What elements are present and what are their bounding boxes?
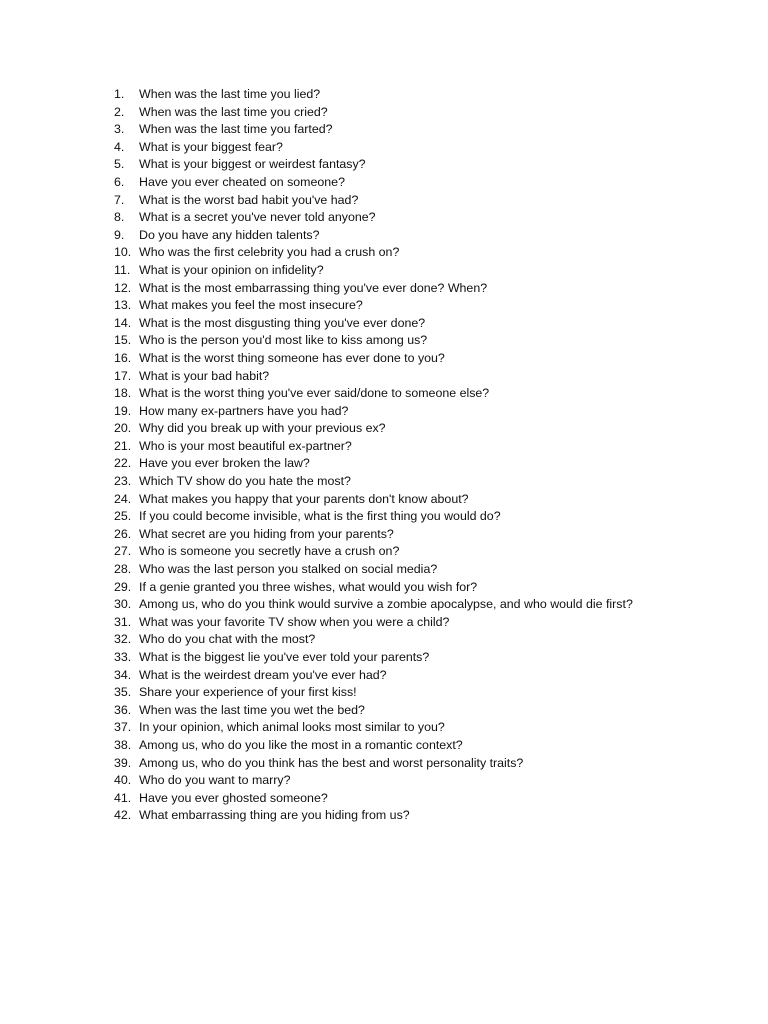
question-number: 39. [114, 755, 132, 770]
question-text: Who was the first celebrity you had a crush on? [139, 245, 400, 260]
question-text: What was your favorite TV show when you were a child? [139, 614, 450, 629]
question-item [114, 315, 754, 333]
question-number: 22. [114, 456, 132, 471]
question-number: 27. [114, 544, 132, 559]
question-text: When was the last time you wet the bed? [139, 702, 365, 717]
question-item [114, 420, 754, 438]
question-number: 32. [114, 632, 132, 647]
question-item [114, 297, 754, 315]
question-number: 42. [114, 808, 132, 823]
question-item [114, 350, 754, 368]
question-text: Who do you chat with the most? [139, 632, 316, 647]
question-item [114, 614, 754, 632]
question-item [114, 631, 754, 649]
question-text: Who do you want to marry? [139, 773, 291, 788]
question-item [114, 280, 754, 298]
question-text: Who is someone you secretly have a crush on? [139, 544, 400, 559]
question-text: Who is the person you'd most like to kiss among us? [139, 333, 428, 348]
question-text: What is the weirdest dream you've ever had? [139, 667, 387, 682]
question-number: 8. [114, 210, 125, 225]
question-text: Who was the last person you stalked on social media? [139, 562, 438, 577]
question-item [114, 244, 754, 262]
question-item [114, 772, 754, 790]
question-text: What makes you happy that your parents don't know about? [139, 491, 469, 506]
question-item [114, 121, 754, 139]
question-item [114, 473, 754, 491]
question-item [114, 455, 754, 473]
question-number: 29. [114, 579, 132, 594]
question-text: What is the worst bad habit you've had? [139, 192, 359, 207]
question-text: What is your biggest or weirdest fantasy? [139, 157, 366, 172]
question-number: 23. [114, 474, 132, 489]
question-text: Among us, who do you think has the best and worst personality traits? [139, 755, 524, 770]
question-text: How many ex-partners have you had? [139, 403, 349, 418]
question-text: What is your opinion on infidelity? [139, 262, 324, 277]
question-text: What secret are you hiding from your parents? [139, 526, 394, 541]
question-number: 18. [114, 386, 132, 401]
question-text: If a genie granted you three wishes, what would you wish for? [139, 579, 478, 594]
question-number: 12. [114, 280, 132, 295]
question-text: When was the last time you cried? [139, 104, 328, 119]
question-number: 1. [114, 87, 125, 101]
question-number: 24. [114, 491, 132, 506]
question-number: 16. [114, 350, 132, 365]
question-number: 17. [114, 368, 132, 383]
question-item [114, 209, 754, 227]
question-item [114, 737, 754, 755]
question-number: 33. [114, 650, 132, 664]
question-item [114, 438, 754, 456]
question-number: 25. [114, 509, 132, 524]
question-number: 11. [114, 262, 131, 277]
question-item [114, 543, 754, 561]
question-number: 7. [114, 192, 125, 207]
question-number: 19. [114, 403, 132, 418]
question-text: What makes you feel the most insecure? [139, 298, 363, 313]
question-number: 31. [114, 614, 132, 629]
question-text: Among us, who do you like the most in a romantic context? [139, 737, 463, 752]
question-number: 5. [114, 157, 125, 172]
question-number: 28. [114, 562, 132, 577]
question-item [114, 579, 754, 597]
question-number: 6. [114, 174, 125, 189]
question-text: What is the most disgusting thing you've ever done? [139, 315, 426, 330]
question-text: Have you ever broken the law? [139, 456, 310, 471]
question-item [114, 719, 754, 737]
question-text: Have you ever cheated on someone? [139, 174, 345, 189]
question-text: What embarrassing thing are you hiding from us? [139, 808, 410, 823]
question-item [114, 596, 754, 614]
question-list [114, 86, 754, 825]
question-item [114, 227, 754, 245]
question-number: 38. [114, 737, 132, 752]
question-text: Have you ever ghosted someone? [139, 790, 328, 805]
question-number: 2. [114, 104, 125, 119]
question-text: If you could become invisible, what is the first thing you would do? [139, 509, 501, 524]
question-item [114, 807, 754, 825]
question-text: Who is your most beautiful ex-partner? [139, 438, 352, 453]
question-item [114, 526, 754, 544]
question-number: 41. [114, 790, 132, 805]
question-number: 4. [114, 139, 125, 154]
question-text: Why did you break up with your previous ex? [139, 421, 386, 436]
question-text: Do you have any hidden talents? [139, 227, 320, 242]
question-number: 37. [114, 720, 132, 735]
question-item [114, 262, 754, 280]
question-item [114, 702, 754, 720]
question-text: Among us, who do you think would survive a zombie apocalypse, and who would die first? [139, 597, 633, 612]
question-text: In your opinion, which animal looks most similar to you? [139, 720, 445, 735]
question-text: When was the last time you farted? [139, 122, 333, 137]
question-text: What is the most embarrassing thing you've ever done? When? [139, 280, 488, 295]
question-item [114, 368, 754, 386]
question-item [114, 790, 754, 808]
question-item [114, 649, 754, 667]
question-item [114, 684, 754, 702]
question-number: 30. [114, 597, 132, 612]
question-number: 35. [114, 685, 132, 700]
question-text: What is the worst thing someone has ever done to you? [139, 350, 445, 365]
question-number: 40. [114, 773, 132, 788]
question-text: Which TV show do you hate the most? [139, 474, 351, 489]
question-number: 14. [114, 315, 132, 330]
question-item [114, 156, 754, 174]
question-text: What is your bad habit? [139, 368, 270, 383]
question-number: 13. [114, 298, 132, 313]
question-text: When was the last time you lied? [139, 87, 321, 101]
question-text: What is the biggest lie you've ever told your parents? [139, 650, 430, 664]
question-item [114, 86, 754, 104]
question-item [114, 139, 754, 157]
question-number: 34. [114, 667, 132, 682]
question-number: 3. [114, 122, 125, 137]
question-item [114, 174, 754, 192]
question-item [114, 561, 754, 579]
question-item [114, 332, 754, 350]
question-item [114, 508, 754, 526]
question-text: What is the worst thing you've ever said/done to someone else? [139, 386, 490, 401]
question-item [114, 104, 754, 122]
question-item [114, 667, 754, 685]
question-number: 20. [114, 421, 132, 436]
question-item [114, 192, 754, 210]
question-number: 26. [114, 526, 132, 541]
question-number: 15. [114, 333, 132, 348]
question-number: 9. [114, 227, 125, 242]
question-item [114, 385, 754, 403]
question-text: What is a secret you've never told anyone? [139, 210, 376, 225]
question-text: What is your biggest fear? [139, 139, 283, 154]
question-number: 10. [114, 245, 132, 260]
question-item [114, 403, 754, 421]
question-number: 21. [114, 438, 132, 453]
question-item [114, 755, 754, 773]
question-number: 36. [114, 702, 132, 717]
question-text: Share your experience of your first kiss! [139, 685, 357, 700]
question-item [114, 491, 754, 509]
